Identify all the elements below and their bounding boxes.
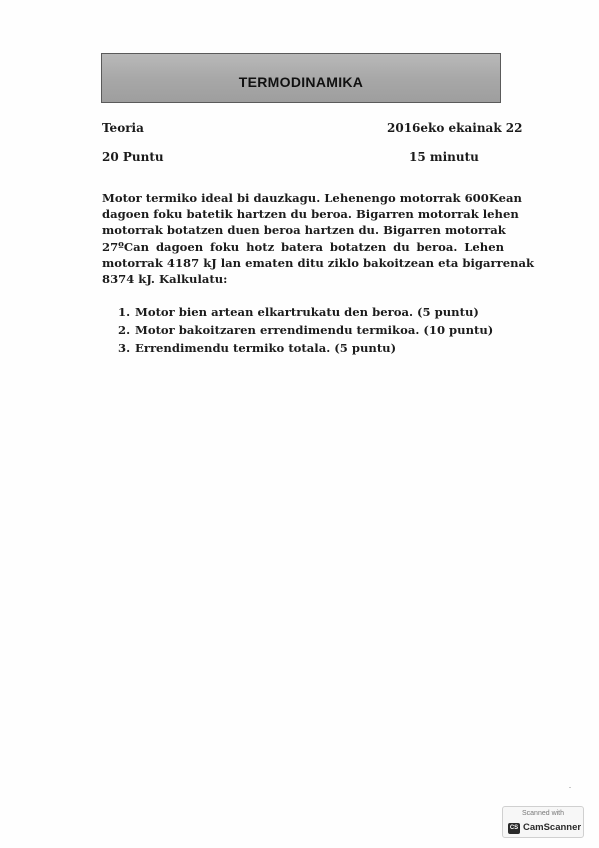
problem-line: Motor termiko ideal bi dauzkagu. Lehenengo motorrak 600Kean [102,191,522,205]
problem-statement [102,190,535,287]
camscanner-logo-icon: CS [508,823,520,834]
question-number: 1. [118,305,131,319]
scanned-with-label: Scanned with [521,810,565,817]
document-title: TERMODINAMIKA [238,74,364,90]
title-banner [101,53,501,103]
problem-line: 27ºCan dagoen foku hotz batera botatzen du beroa. Lehen [102,239,504,254]
problem-line: dagoen foku batetik hartzen du beroa. Bigarren motorrak lehen [102,207,519,222]
camscanner-brand: CamScanner [523,822,582,833]
camscanner-watermark [502,806,584,838]
question-text: Errendimendu termiko totala. (5 puntu) [135,341,397,355]
question-item [118,303,493,321]
problem-line: 8374 kJ. Kalkulatu: [102,272,228,287]
problem-line: motorrak 4187 kJ lan ematen ditu ziklo bakoitzean eta bigarrenak [102,255,535,270]
section-label: Teoria [102,121,144,135]
question-text: Motor bien artean elkartrukatu den beroa. (5 puntu) [135,305,479,319]
question-number: 3. [118,341,131,355]
question-list [118,303,493,357]
exam-date: 2016eko ekainak 22 [387,121,523,135]
problem-line: motorrak botatzen duen beroa hartzen du. Bigarren motorrak [102,223,506,238]
question-number: 2. [118,323,131,337]
question-item [118,321,493,339]
question-item [118,339,493,357]
duration-label: 15 minutu [409,150,479,164]
scan-speck [569,787,571,788]
question-text: Motor bakoitzaren errendimendu termikoa. (10 puntu) [135,323,494,337]
points-label: 20 Puntu [102,150,164,164]
